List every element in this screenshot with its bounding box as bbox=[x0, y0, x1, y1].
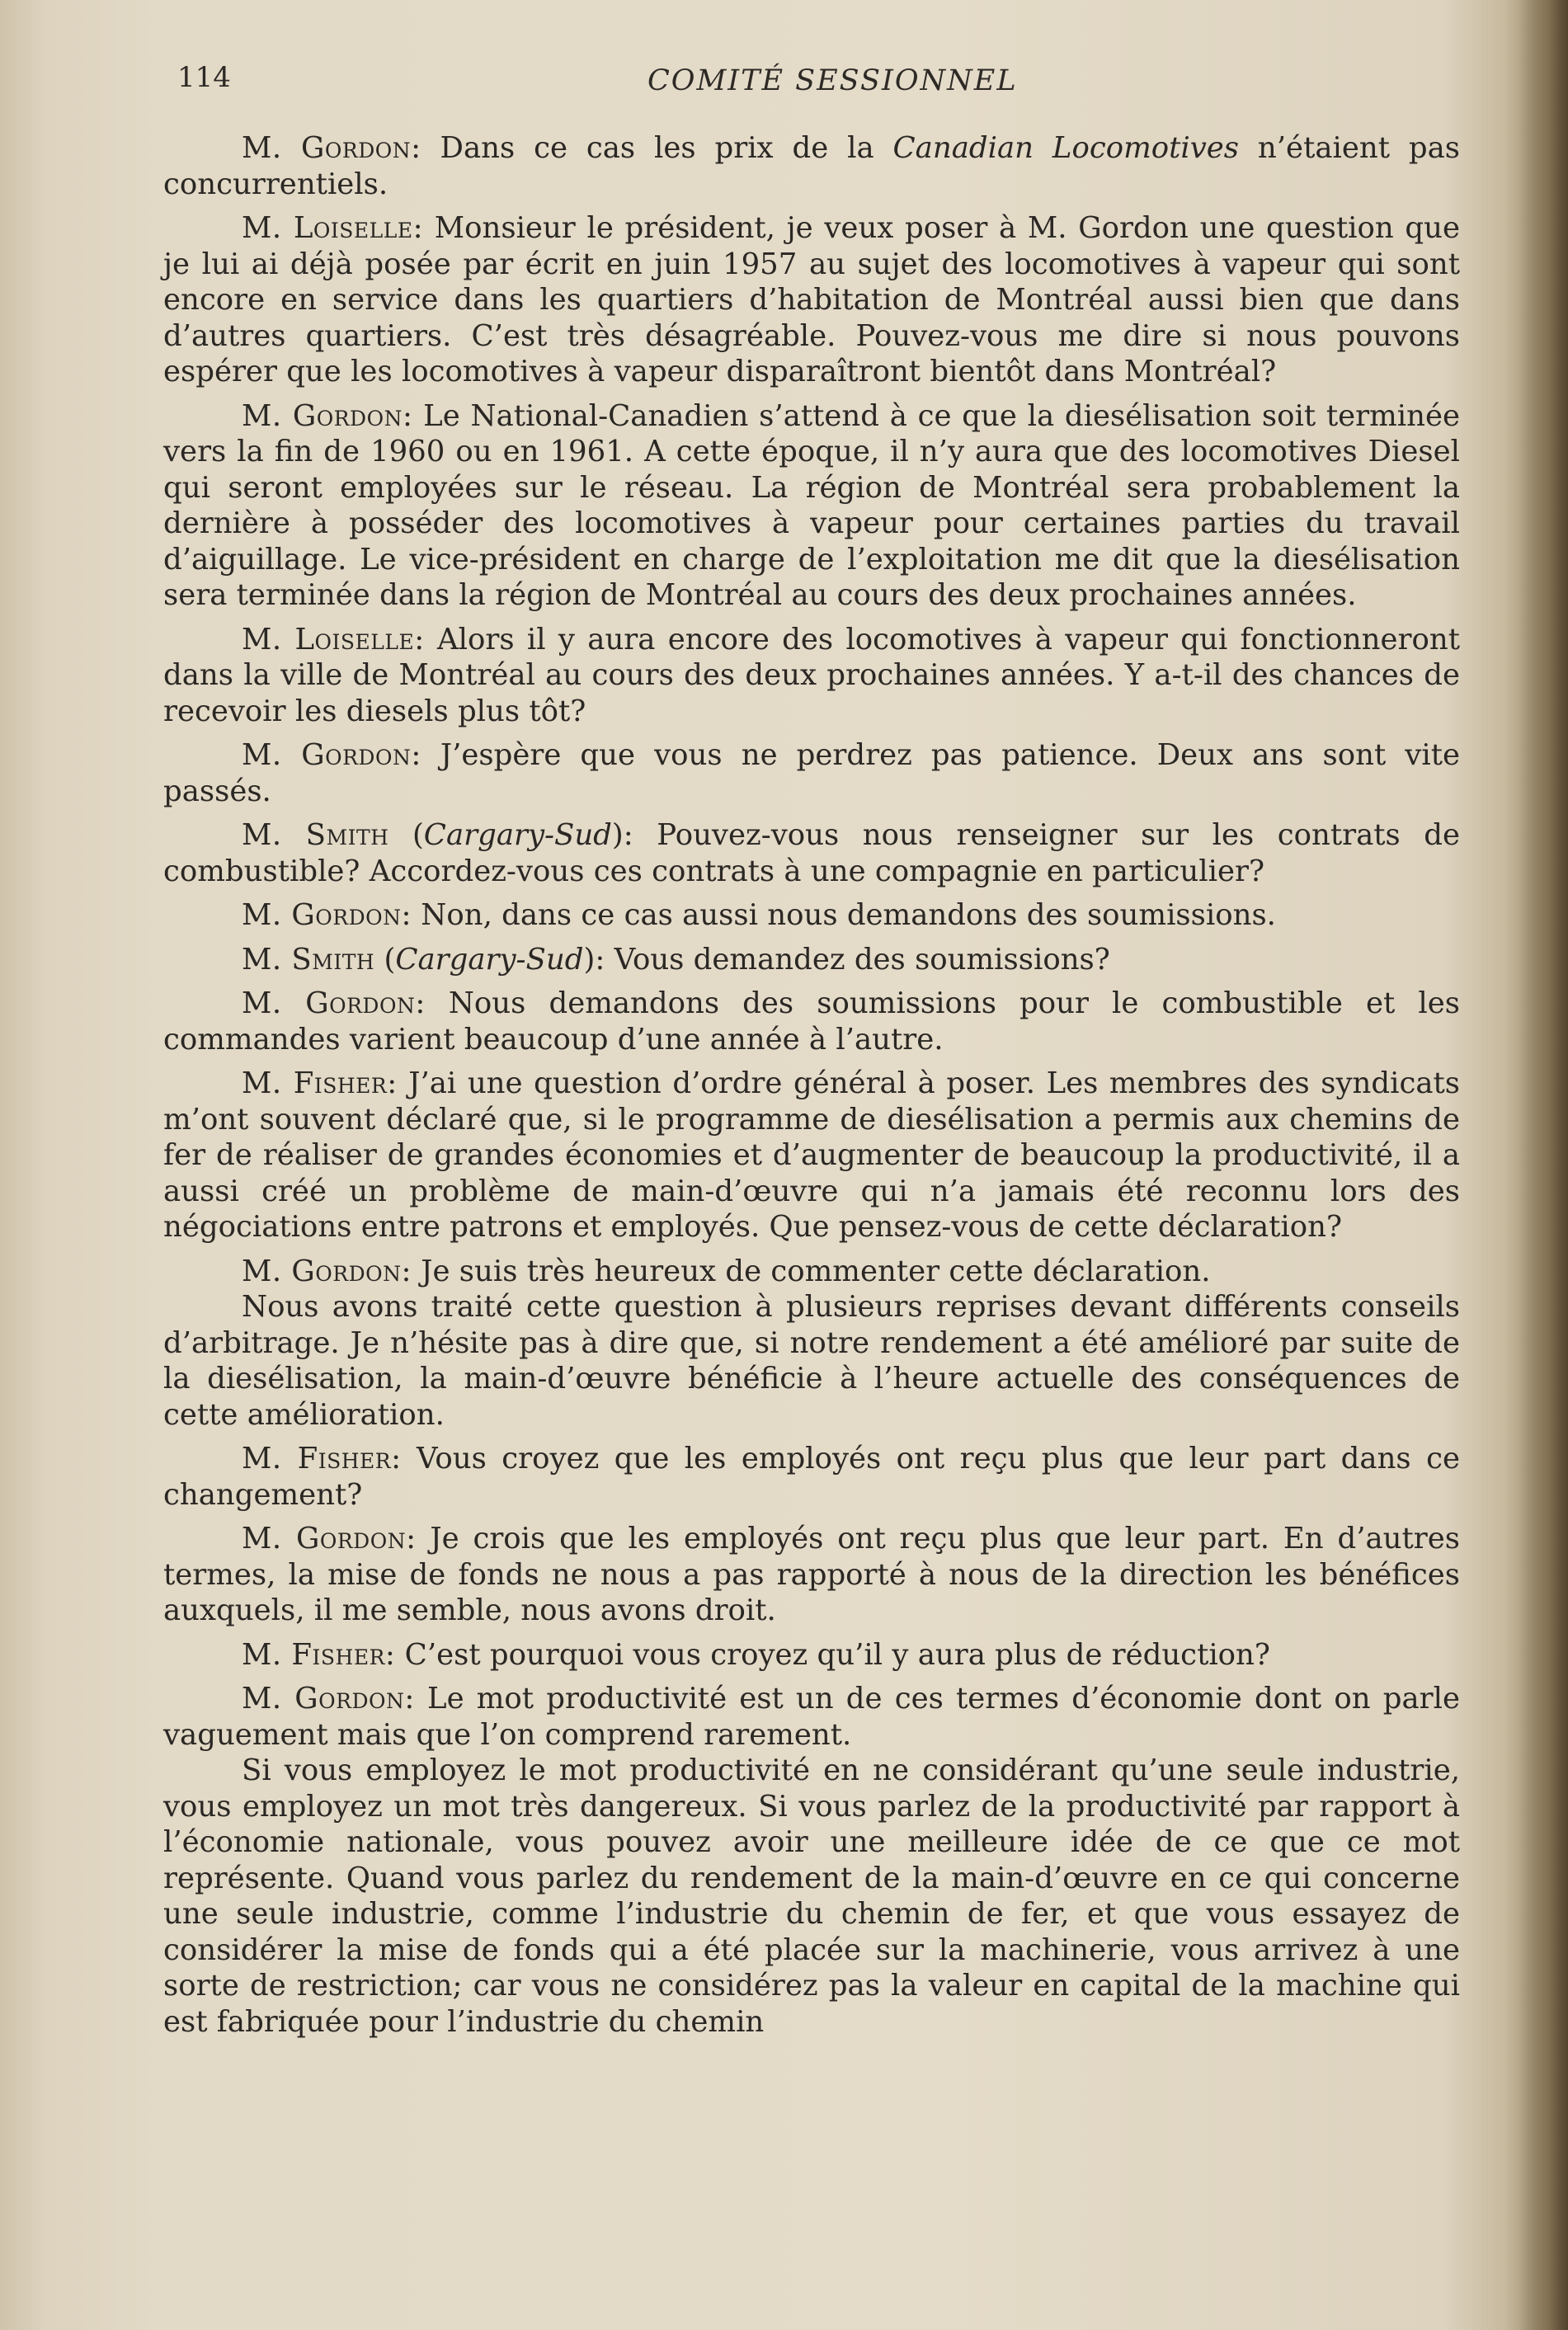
speaker-name: M. Smith bbox=[242, 942, 375, 977]
speaker-name: M. Fisher: bbox=[242, 1442, 402, 1476]
paragraph: M. Smith (Cargary-Sud): Vous demandez des soumissions? bbox=[242, 942, 1110, 977]
paragraph: Nous avons traité cette question à plusieurs reprises devant différents conseils d’arbitrage. Je n’hésite pas à dire que, si notre rendement a été amélioré par suite de la diesélisation, la main-d’œuvre bénéficie à l’heure actuelle des conséquences de cette amélioration. bbox=[163, 1290, 1460, 1432]
speaker-name: M. Gordon: bbox=[242, 131, 421, 165]
page-number: 114 bbox=[177, 61, 231, 94]
speaker-name: M. Gordon: bbox=[242, 1522, 417, 1556]
book-spine-shadow bbox=[1519, 0, 1568, 2330]
speaker-name: M. Gordon: bbox=[242, 738, 421, 772]
body-text bbox=[163, 130, 1460, 2048]
paragraph: M. Gordon: J’espère que vous ne perdrez pas patience. Deux ans sont vite passés. bbox=[163, 738, 1460, 808]
speaker-name: M. Gordon: bbox=[242, 898, 412, 932]
speaker-name: M. Fisher: bbox=[242, 1637, 396, 1672]
paragraph: M. Gordon: Nous demandons des soumissions pour le combustible et les commandes varient beaucoup d’une année à l’autre. bbox=[163, 986, 1460, 1057]
speaker-name: M. Loiselle: bbox=[242, 211, 424, 245]
speaker-name: M. Gordon: bbox=[242, 1682, 415, 1716]
paragraph: M. Smith (Cargary-Sud): Pouvez-vous nous renseigner sur les contrats de combustible? Accordez-vous ces contrats à une compagnie en particulier? bbox=[163, 818, 1460, 888]
speaker-name: M. Fisher: bbox=[242, 1066, 398, 1100]
paragraph: M. Gordon: Le mot productivité est un de ces termes d’économie dont on parle vaguement mais que l’on comprend rarement. bbox=[163, 1682, 1460, 1752]
speaker-name: M. Gordon: bbox=[242, 986, 426, 1020]
speaker-name: M. Gordon: bbox=[242, 398, 413, 433]
paragraph: M. Fisher: C’est pourquoi vous croyez qu’il y aura plus de réduction? bbox=[242, 1637, 1270, 1672]
speaker-name: M. Gordon: bbox=[242, 1254, 412, 1288]
speaker-name: M. Smith bbox=[242, 818, 389, 852]
riding-name: Cargary-Sud bbox=[395, 942, 584, 977]
paragraph: M. Fisher: J’ai une question d’ordre général à poser. Les membres des syndicats m’ont souvent déclaré que, si le programme de diesélisation a permis aux chemins de fer de réaliser de grandes économies et d’augmenter de beaucoup la productivité, il a aussi créé un problème de main-d’œuvre qui n’a jamais été reconnu lors des négociations entre patrons et employés. Que pensez-vous de cette déclaration? bbox=[163, 1066, 1460, 1244]
paragraph: Si vous employez le mot productivité en ne considérant qu’une seule industrie, vous employez un mot très dangereux. Si vous parlez de la productivité par rapport à l’économie nationale, vous pouvez avoir une meilleure idée de ce que ce mot représente. Quand vous parlez du rendement de la main-d’œuvre en ce qui concerne une seule industrie, comme l’industrie du chemin de fer, et que vous essayez de considérer la mise de fonds qui a été placée sur la machinerie, vous arrivez à une sorte de restriction; car vous ne considérez pas la valeur en capital de la machine qui est fabriquée pour l’industrie du chemin bbox=[163, 1753, 1460, 2039]
paragraph: M. Gordon: Dans ce cas les prix de la Canadian Locomotives n’étaient pas concurrentiels. bbox=[163, 131, 1460, 201]
running-title: COMITÉ SESSIONNEL bbox=[647, 64, 1018, 97]
paragraph: M. Loiselle: Monsieur le président, je veux poser à M. Gordon une question que je lui ai déjà posée par écrit en juin 1957 au sujet des locomotives à vapeur qui sont encore en service dans les quartiers d’habitation de Montréal aussi bien que dans d’autres quartiers. C’est très désagréable. Pouvez-vous me dire si nous pouvons espérer que les locomotives à vapeur disparaîtront bientôt dans Montréal? bbox=[163, 211, 1460, 388]
paragraph: M. Gordon: Je suis très heureux de commenter cette déclaration. bbox=[242, 1254, 1211, 1288]
paragraph: M. Gordon: Je crois que les employés ont reçu plus que leur part. En d’autres termes, la mise de fonds ne nous a pas rapporté à nous de la direction les bénéfices auxquels, il me semble, nous avons droit. bbox=[163, 1522, 1460, 1627]
paragraph: M. Gordon: Non, dans ce cas aussi nous demandons des soumissions. bbox=[242, 898, 1276, 932]
page-header bbox=[177, 61, 1448, 111]
company-name: Canadian Locomotives bbox=[892, 131, 1240, 165]
riding-name: Cargary-Sud bbox=[423, 818, 612, 852]
speaker-name: M. Loiselle: bbox=[242, 622, 425, 657]
paragraph: M. Gordon: Le National-Canadien s’attend à ce que la diesélisation soit terminée vers la fin de 1960 ou en 1961. A cette époque, il n’y aura que des locomotives Diesel qui seront employées sur le réseau. La région de Montréal sera probablement la dernière à posséder des locomotives à vapeur pour certaines parties du travail d’aiguillage. Le vice-président en charge de l’exploitation me dit que la diesélisation sera terminée dans la région de Montréal au cours des deux prochaines années. bbox=[163, 398, 1460, 612]
paragraph: M. Fisher: Vous croyez que les employés ont reçu plus que leur part dans ce changement? bbox=[163, 1442, 1460, 1512]
paragraph: M. Loiselle: Alors il y aura encore des locomotives à vapeur qui fonctionneront dans la ville de Montréal au cours des deux prochaines années. Y a-t-il des chances de recevoir les diesels plus tôt? bbox=[163, 622, 1460, 728]
